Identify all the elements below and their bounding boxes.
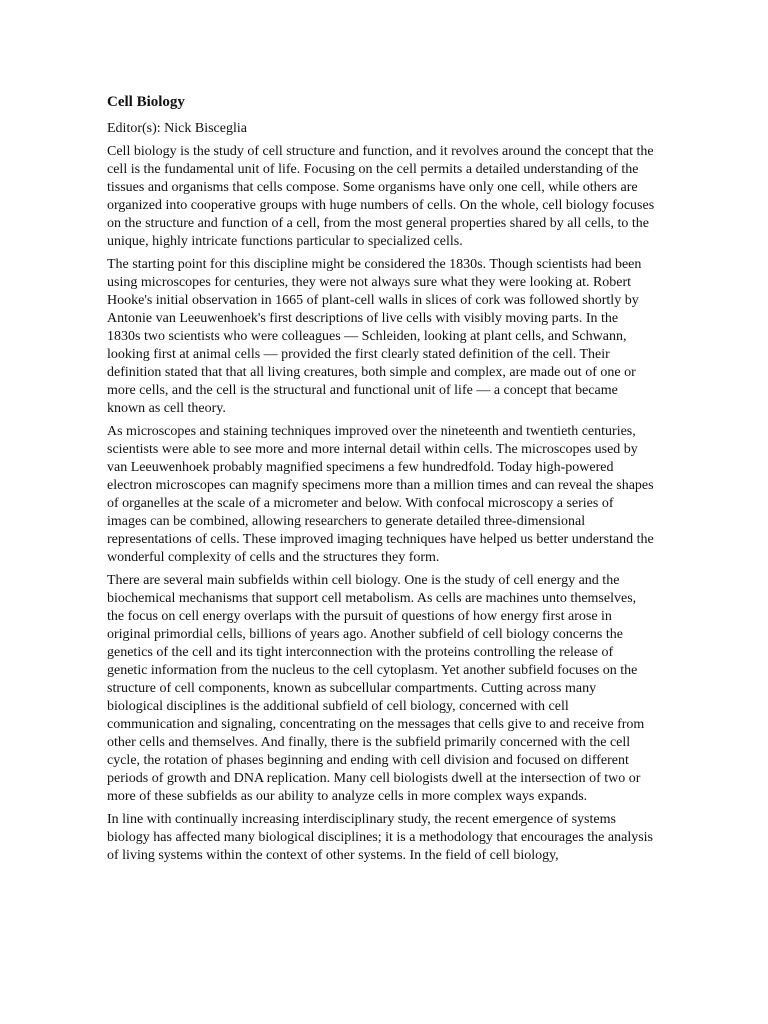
paragraph-microscopy: As microscopes and staining techniques improved over the nineteenth and twentieth centuries, scientists were able to see more and more internal detail within cells. The microscopes used by van Leeuwenhoek probably magnified specimens a few hundredfold. Today high-powered electron microscopes can magnify specimens more than a million times and can reveal the shapes of organelles at the scale of a micrometer and below. With confocal microscopy a series of images can be combined, allowing researchers to generate detailed three-dimensional representations of cells. These improved imaging techniques have helped us better understand the wonderful complexity of cells and the structures they form. <box>107 424 654 565</box>
paragraph-intro: Cell biology is the study of cell structure and function, and it revolves around the concept that the cell is the fundamental unit of life. Focusing on the cell permits a detailed understanding of the tissues and organisms that cells compose. Some organisms have only one cell, while others are organized into cooperative groups with huge numbers of cells. On the whole, cell biology focuses on the structure and function of a cell, from the most general properties shared by all cells, to the unique, highly intricate functions particular to specialized cells. <box>107 144 655 249</box>
document-title: Cell Biology <box>107 94 185 110</box>
paragraph-subfields: There are several main subfields within cell biology. One is the study of cell energy and the biochemical mechanisms that support cell metabolism. As cells are machines unto themselves, the focus on cell energy overlaps with the pursuit of questions of how energy first arose in original primordial cells, billions of years ago. Another subfield of cell biology concerns the genetics of the cell and its tight interconnection with the proteins controlling the release of genetic information from the nucleus to the cell cytoplasm. Yet another subfield focuses on the structure of cell components, known as subcellular compartments. Cutting across many biological disciplines is the additional subfield of cell biology, concerned with cell communication and signaling, concentrating on the messages that cells give to and receive from other cells and themselves. And finally, there is the subfield primarily concerned with the cell cycle, the rotation of phases beginning and ending with cell division and focused on different periods of growth and DNA replication. Many cell biologists dwell at the intersection of two or more of these subfields as our ability to analyze cells in more complex ways expands. <box>107 573 645 804</box>
paragraph-history: The starting point for this discipline might be considered the 1830s. Though scientists had been using microscopes for centuries, they were not always sure what they were looking at. Robert Hooke's initial observation in 1665 of plant-cell walls in slices of cork was followed shortly by Antonie van Leeuwenhoek's first descriptions of live cells with visibly moving parts. In the 1830s two scientists who were colleagues — Schleiden, looking at plant cells, and Schwann, looking first at animal cells — provided the first clearly stated definition of the cell. Their definition stated that that all living creatures, both simple and complex, are made out of one or more cells, and the cell is the structural and functional unit of life — a concept that became known as cell theory. <box>107 257 642 416</box>
editors-line: Editor(s): Nick Bisceglia <box>107 121 247 136</box>
paragraph-systems-biology: In line with continually increasing interdisciplinary study, the recent emergence of systems biology has affected many biological disciplines; it is a methodology that encourages the analysis of living systems within the context of other systems. In the field of cell biology, <box>107 812 653 863</box>
document-page <box>107 92 655 870</box>
